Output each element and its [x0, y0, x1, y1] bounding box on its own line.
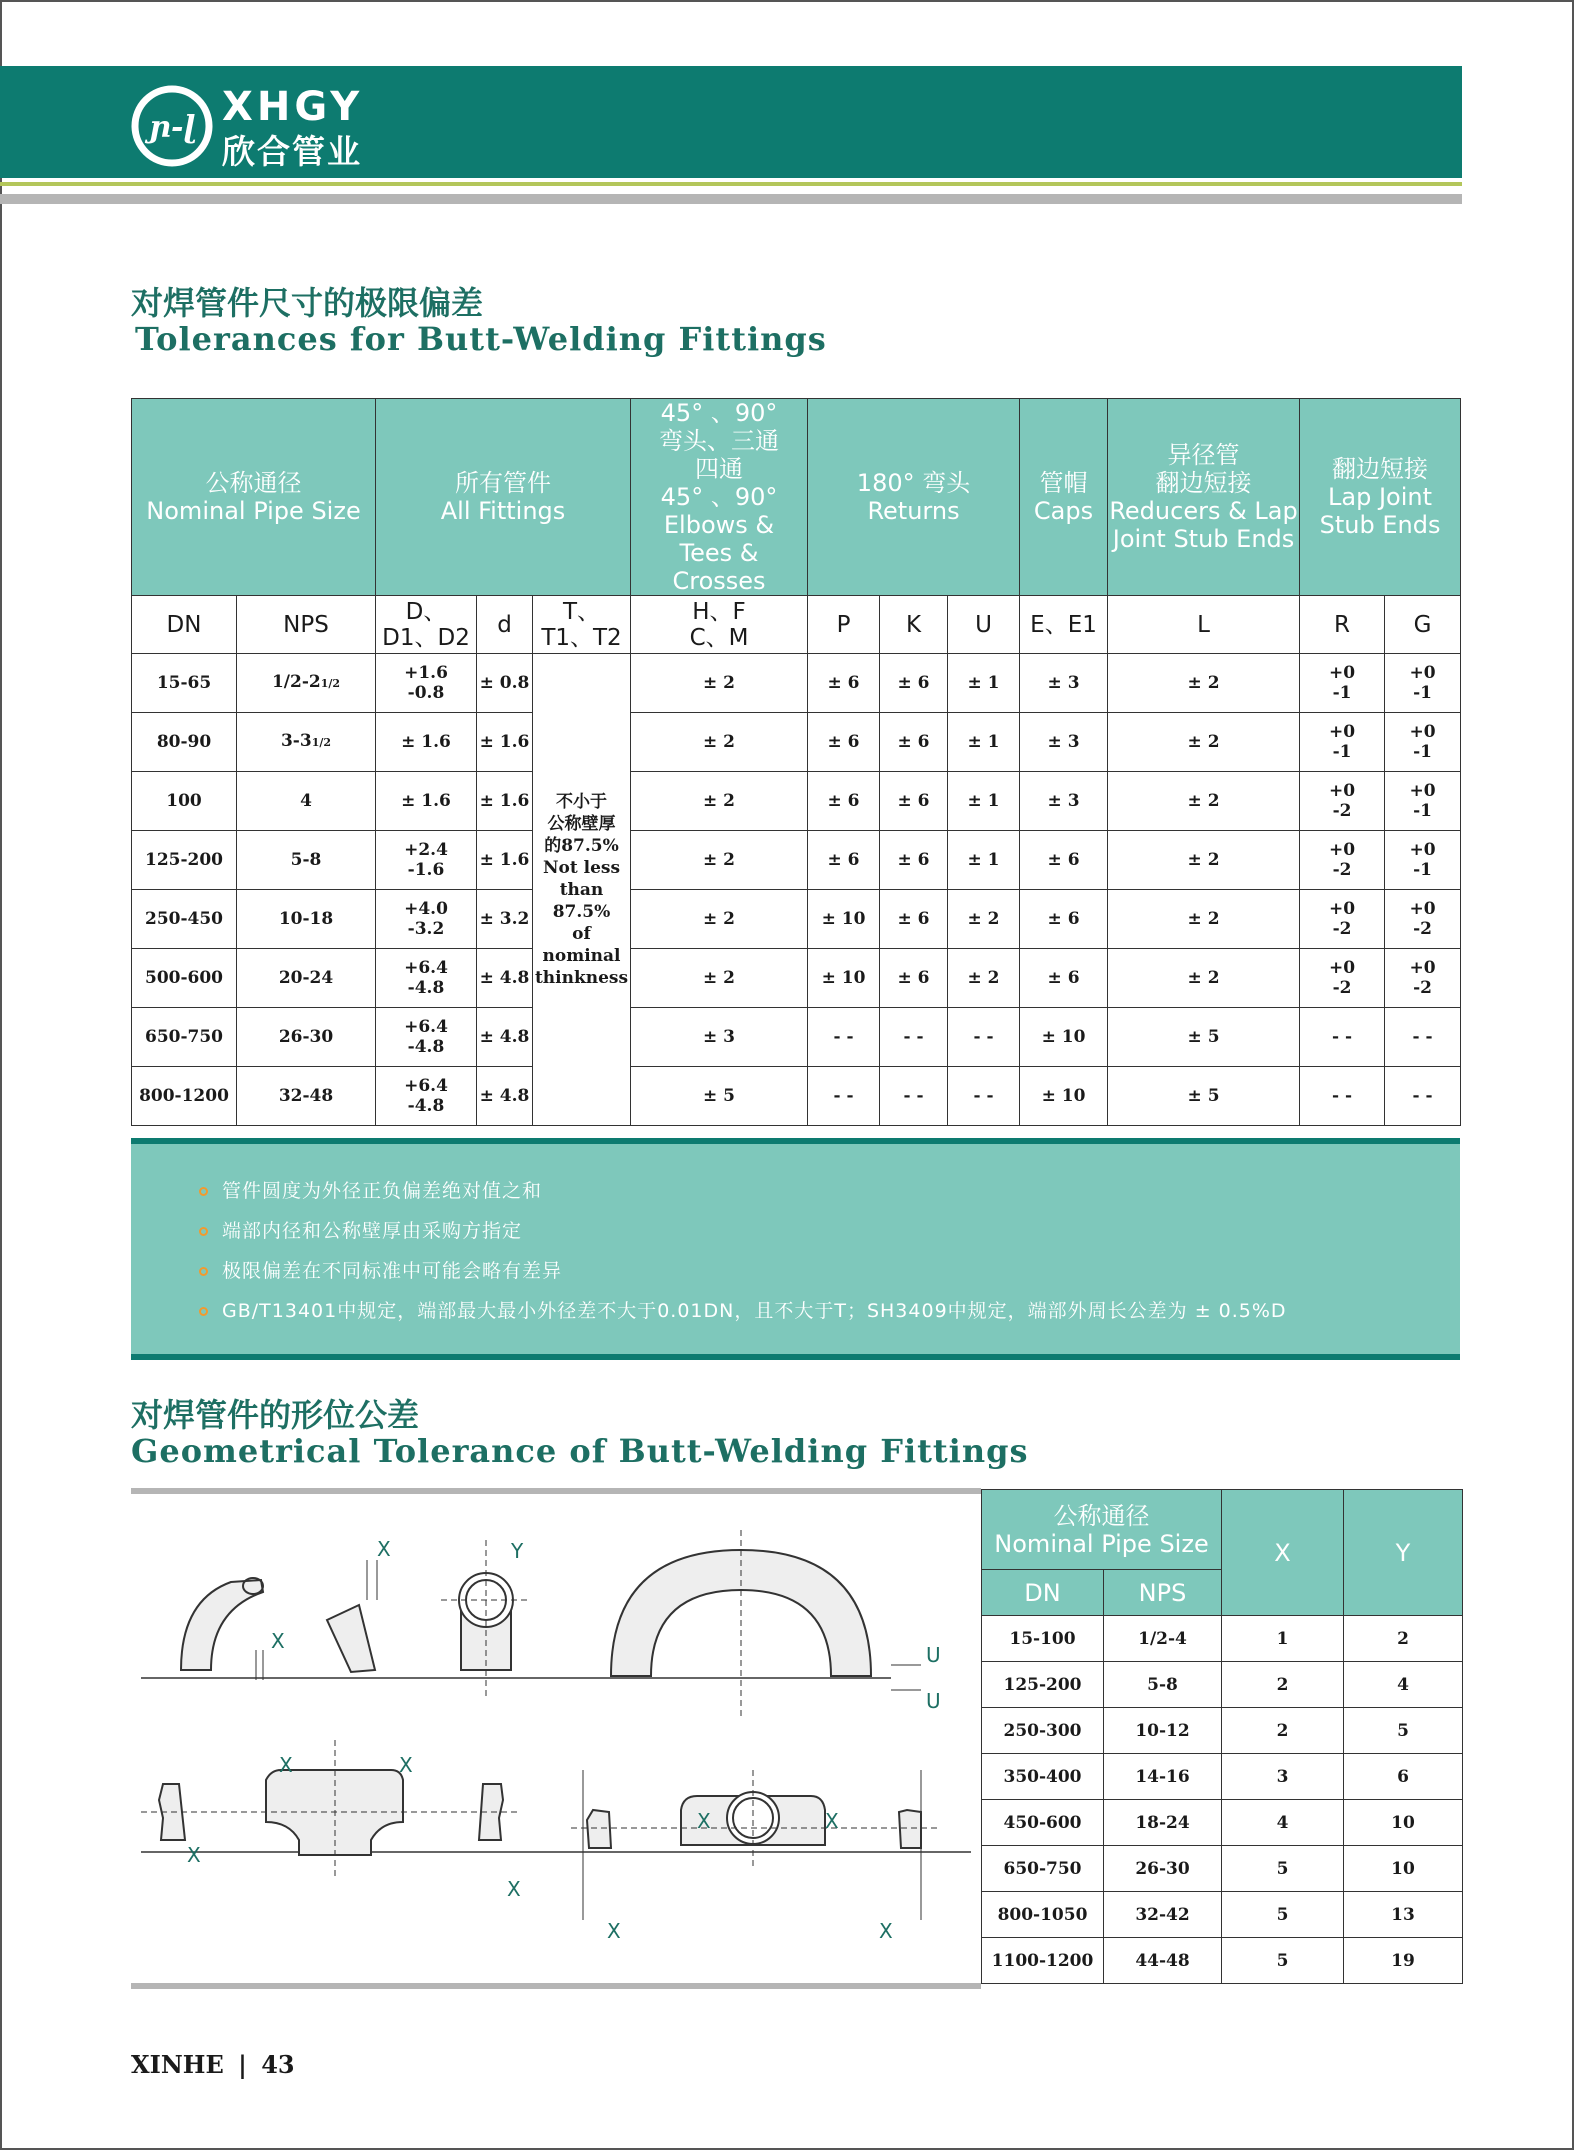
header-returns: 180° 弯头 Returns [808, 399, 1020, 596]
subheader-g: G [1385, 596, 1461, 654]
cell-hf: ± 5 [631, 1067, 808, 1126]
label-y: Y [511, 1539, 524, 1563]
label-x: X [697, 1809, 711, 1833]
t2-header-nps: NPS [1104, 1570, 1222, 1616]
cell-hf: ± 2 [631, 654, 808, 713]
cell-d: ± 4.8 [477, 949, 533, 1008]
cell-u: ± 1 [948, 654, 1020, 713]
label-x: X [187, 1843, 201, 1867]
cell-p: ± 10 [808, 949, 880, 1008]
notes-panel [131, 1144, 1460, 1354]
cell-dn: 15-100 [982, 1616, 1104, 1662]
cell-nps: 4 [237, 772, 376, 831]
cross-drawing [571, 1770, 941, 1920]
cell-x: 1 [1222, 1616, 1344, 1662]
label-x: X [271, 1629, 285, 1653]
cell-k: ± 6 [880, 713, 948, 772]
header-caps: 管帽 Caps [1020, 399, 1108, 596]
cell-nps: 32-48 [237, 1067, 376, 1126]
cell-p: ± 6 [808, 654, 880, 713]
cell-dd: +6.4 -4.8 [376, 949, 477, 1008]
cell-nps: 32-42 [1104, 1892, 1222, 1938]
cell-d: ± 1.6 [477, 713, 533, 772]
cell-l: ± 2 [1108, 654, 1300, 713]
cell-nps: 1/2-4 [1104, 1616, 1222, 1662]
cell-d: ± 1.6 [477, 831, 533, 890]
subheader-e: E、E1 [1020, 596, 1108, 654]
bullet-icon [199, 1227, 208, 1236]
cell-hf: ± 2 [631, 890, 808, 949]
cell-nps: 18-24 [1104, 1800, 1222, 1846]
cell-dd: ± 1.6 [376, 713, 477, 772]
cell-p: ± 6 [808, 772, 880, 831]
cell-e: ± 6 [1020, 949, 1108, 1008]
cell-x: 5 [1222, 1938, 1344, 1984]
cell-l: ± 2 [1108, 949, 1300, 1008]
cell-l: ± 5 [1108, 1008, 1300, 1067]
section1-title-en: Tolerances for Butt-Welding Fittings [135, 320, 827, 358]
header-reducers: 异径管 翻边短接 Reducers & Lap Joint Stub Ends [1108, 399, 1300, 596]
cell-g: +0 -1 [1385, 831, 1461, 890]
cell-e: ± 3 [1020, 654, 1108, 713]
t2-header-dn: DN [982, 1570, 1104, 1616]
table-row [132, 1008, 1461, 1067]
cell-d: ± 0.8 [477, 654, 533, 713]
cell-nps: 26-30 [1104, 1846, 1222, 1892]
cell-e: ± 10 [1020, 1008, 1108, 1067]
subheader-d-d1-d2: D、 D1、D2 [376, 596, 477, 654]
subheader-k: K [880, 596, 948, 654]
cell-d: ± 1.6 [477, 772, 533, 831]
section2-title-en: Geometrical Tolerance of Butt-Welding Fittings [131, 1432, 1029, 1470]
notes-bottom-bar [131, 1354, 1460, 1360]
note-item: 管件圆度为外径正负偏差绝对值之和 [199, 1176, 542, 1203]
brand-name-cn: 欣合管业 [222, 132, 362, 171]
cell-dn: 250-300 [982, 1708, 1104, 1754]
cell-dn: 800-1200 [132, 1067, 237, 1126]
header-gray-line [0, 194, 1462, 204]
tee-endview-drawing [441, 1540, 531, 1700]
cell-dn: 250-450 [132, 890, 237, 949]
cell-u: ± 2 [948, 890, 1020, 949]
cell-r: - - [1300, 1008, 1385, 1067]
note-item: GB/T13401中规定，端部最大最小外径差不大于0.01DN，且不大于T；SH3409中规定，端部外周长公差为 ± 0.5%D [199, 1296, 1287, 1323]
cell-dd: ± 1.6 [376, 772, 477, 831]
header-accent-line [0, 182, 1462, 186]
table-row [132, 831, 1461, 890]
cell-u: - - [948, 1067, 1020, 1126]
table-row [982, 1708, 1463, 1754]
cell-x: 4 [1222, 1800, 1344, 1846]
t2-header-y: Y [1344, 1490, 1463, 1616]
cell-dd: +1.6 -0.8 [376, 654, 477, 713]
cell-r: +0 -2 [1300, 890, 1385, 949]
cell-hf: ± 2 [631, 949, 808, 1008]
cell-r: +0 -2 [1300, 772, 1385, 831]
cell-e: ± 6 [1020, 831, 1108, 890]
cell-dn: 125-200 [132, 831, 237, 890]
cell-d: ± 4.8 [477, 1067, 533, 1126]
label-x: X [607, 1919, 621, 1943]
tolerance-table [131, 398, 1461, 1126]
table-row [982, 1846, 1463, 1892]
table-row [982, 1662, 1463, 1708]
cell-dn: 125-200 [982, 1662, 1104, 1708]
fittings-drawings [131, 1500, 981, 1980]
geometric-tolerance-table [981, 1489, 1463, 1984]
footer [131, 2050, 295, 2079]
table-row [982, 1938, 1463, 1984]
cell-y: 5 [1344, 1708, 1463, 1754]
label-x: X [279, 1753, 293, 1777]
bullet-icon [199, 1187, 208, 1196]
cell-x: 5 [1222, 1892, 1344, 1938]
cell-dd: +6.4 -4.8 [376, 1008, 477, 1067]
section2-title-cn: 对焊管件的形位公差 [131, 1396, 420, 1434]
t2-header-x: X [1222, 1490, 1344, 1616]
cell-dd: +6.4 -4.8 [376, 1067, 477, 1126]
cell-d: ± 4.8 [477, 1008, 533, 1067]
bevel-drawing [327, 1560, 377, 1672]
cell-r: +0 -2 [1300, 949, 1385, 1008]
bullet-icon [199, 1307, 208, 1316]
page-number: 43 [261, 2050, 295, 2079]
header-all-fittings: 所有管件 All Fittings [376, 399, 631, 596]
cell-r: +0 -1 [1300, 713, 1385, 772]
subheader-d: d [477, 596, 533, 654]
cell-y: 4 [1344, 1662, 1463, 1708]
header-lap-joint: 翻边短接 Lap Joint Stub Ends [1300, 399, 1461, 596]
cell-nps: 20-24 [237, 949, 376, 1008]
cell-g: +0 -2 [1385, 949, 1461, 1008]
cell-k: ± 6 [880, 949, 948, 1008]
table-row [132, 890, 1461, 949]
cell-p: ± 6 [808, 831, 880, 890]
cell-dn: 80-90 [132, 713, 237, 772]
figure-top-rule [131, 1488, 981, 1494]
cell-l: ± 2 [1108, 890, 1300, 949]
cell-y: 13 [1344, 1892, 1463, 1938]
cell-dn: 450-600 [982, 1800, 1104, 1846]
brand-name-en: XHGY [222, 84, 364, 130]
cell-wall-thickness-note: 不小于 公称壁厚 的87.5% Not less than 87.5% of nominal thinkness [533, 654, 631, 1126]
table-row [132, 1067, 1461, 1126]
label-x: X [377, 1537, 391, 1561]
subheader-p: P [808, 596, 880, 654]
cell-x: 3 [1222, 1754, 1344, 1800]
table-row [982, 1892, 1463, 1938]
cell-l: ± 2 [1108, 713, 1300, 772]
figure-bottom-rule [131, 1983, 981, 1989]
cell-u: ± 1 [948, 831, 1020, 890]
cell-dn: 1100-1200 [982, 1938, 1104, 1984]
label-x: X [825, 1809, 839, 1833]
subheader-r: R [1300, 596, 1385, 654]
subheader-nps: NPS [237, 596, 376, 654]
label-x: X [879, 1919, 893, 1943]
cell-u: ± 1 [948, 772, 1020, 831]
cell-l: ± 5 [1108, 1067, 1300, 1126]
label-x: X [399, 1753, 413, 1777]
return-drawing [611, 1530, 921, 1720]
table-row [982, 1754, 1463, 1800]
cell-dn: 100 [132, 772, 237, 831]
table-row [982, 1616, 1463, 1662]
subheader-dn: DN [132, 596, 237, 654]
cell-nps: 14-16 [1104, 1754, 1222, 1800]
cell-g: - - [1385, 1008, 1461, 1067]
subheader-t: T、 T1、T2 [533, 596, 631, 654]
cell-y: 2 [1344, 1616, 1463, 1662]
cell-u: ± 1 [948, 713, 1020, 772]
cell-nps: 10-18 [237, 890, 376, 949]
cell-dn: 500-600 [132, 949, 237, 1008]
cell-k: ± 6 [880, 654, 948, 713]
subheader-hf: H、F C、M [631, 596, 808, 654]
cell-dn: 800-1050 [982, 1892, 1104, 1938]
header-elbows-tees: 45° 、90° 弯头、三通 四通 45° 、90° Elbows & Tees & Crosses [631, 399, 808, 596]
section1-title-cn: 对焊管件尺寸的极限偏差 [131, 284, 484, 322]
table-row [982, 1800, 1463, 1846]
cell-r: +0 -2 [1300, 831, 1385, 890]
label-u: U [926, 1689, 941, 1713]
footer-divider: | [238, 2050, 247, 2079]
cell-dn: 15-65 [132, 654, 237, 713]
cell-u: ± 2 [948, 949, 1020, 1008]
cell-y: 10 [1344, 1800, 1463, 1846]
cell-u: - - [948, 1008, 1020, 1067]
cell-e: ± 3 [1020, 713, 1108, 772]
cell-e: ± 3 [1020, 772, 1108, 831]
cell-p: ± 6 [808, 713, 880, 772]
cell-l: ± 2 [1108, 772, 1300, 831]
cell-y: 6 [1344, 1754, 1463, 1800]
cell-p: ± 10 [808, 890, 880, 949]
cell-dn: 650-750 [982, 1846, 1104, 1892]
cell-y: 10 [1344, 1846, 1463, 1892]
note-item: 端部内径和公称壁厚由采购方指定 [199, 1216, 522, 1243]
cell-g: - - [1385, 1067, 1461, 1126]
cell-hf: ± 2 [631, 772, 808, 831]
cell-g: +0 -1 [1385, 772, 1461, 831]
cell-nps: 10-12 [1104, 1708, 1222, 1754]
cell-x: 5 [1222, 1846, 1344, 1892]
table-row [132, 654, 1461, 713]
bullet-icon [199, 1267, 208, 1276]
cell-e: ± 6 [1020, 890, 1108, 949]
cell-p: - - [808, 1008, 880, 1067]
note-item: 极限偏差在不同标准中可能会略有差异 [199, 1256, 562, 1283]
footer-brand: XINHE [131, 2050, 224, 2079]
cell-k: ± 6 [880, 890, 948, 949]
label-x: X [507, 1877, 521, 1901]
cell-hf: ± 3 [631, 1008, 808, 1067]
elbow-drawing [181, 1578, 263, 1680]
cell-d: ± 3.2 [477, 890, 533, 949]
cell-g: +0 -1 [1385, 713, 1461, 772]
cell-nps: 26-30 [237, 1008, 376, 1067]
cell-dn: 650-750 [132, 1008, 237, 1067]
cell-dd: +4.0 -3.2 [376, 890, 477, 949]
cell-k: - - [880, 1008, 948, 1067]
cell-hf: ± 2 [631, 713, 808, 772]
cell-nps: 5-8 [1104, 1662, 1222, 1708]
cell-y: 19 [1344, 1938, 1463, 1984]
cell-r: +0 -1 [1300, 654, 1385, 713]
cell-nps: 44-48 [1104, 1938, 1222, 1984]
cell-p: - - [808, 1067, 880, 1126]
subheader-l: L [1108, 596, 1300, 654]
cell-nps: 1/2-21/2 [237, 654, 376, 713]
subheader-u: U [948, 596, 1020, 654]
cell-l: ± 2 [1108, 831, 1300, 890]
cell-nps: 5-8 [237, 831, 376, 890]
table-row [132, 772, 1461, 831]
cell-e: ± 10 [1020, 1067, 1108, 1126]
cell-hf: ± 2 [631, 831, 808, 890]
cell-r: - - [1300, 1067, 1385, 1126]
cell-g: +0 -2 [1385, 890, 1461, 949]
cell-nps: 3-31/2 [237, 713, 376, 772]
xhgy-logo-icon [130, 84, 214, 168]
logo-glyph: ɲ-ɭ [149, 110, 195, 145]
table-row [132, 949, 1461, 1008]
t2-header-nominal: 公称通径 Nominal Pipe Size [982, 1490, 1222, 1570]
cell-k: ± 6 [880, 772, 948, 831]
cell-dn: 350-400 [982, 1754, 1104, 1800]
header-band [0, 66, 1462, 178]
cell-x: 2 [1222, 1708, 1344, 1754]
cell-x: 2 [1222, 1662, 1344, 1708]
cell-k: - - [880, 1067, 948, 1126]
table-row [132, 713, 1461, 772]
header-nominal: 公称通径 Nominal Pipe Size [132, 399, 376, 596]
cell-k: ± 6 [880, 831, 948, 890]
cell-g: +0 -1 [1385, 654, 1461, 713]
cell-dd: +2.4 -1.6 [376, 831, 477, 890]
label-u: U [926, 1643, 941, 1667]
